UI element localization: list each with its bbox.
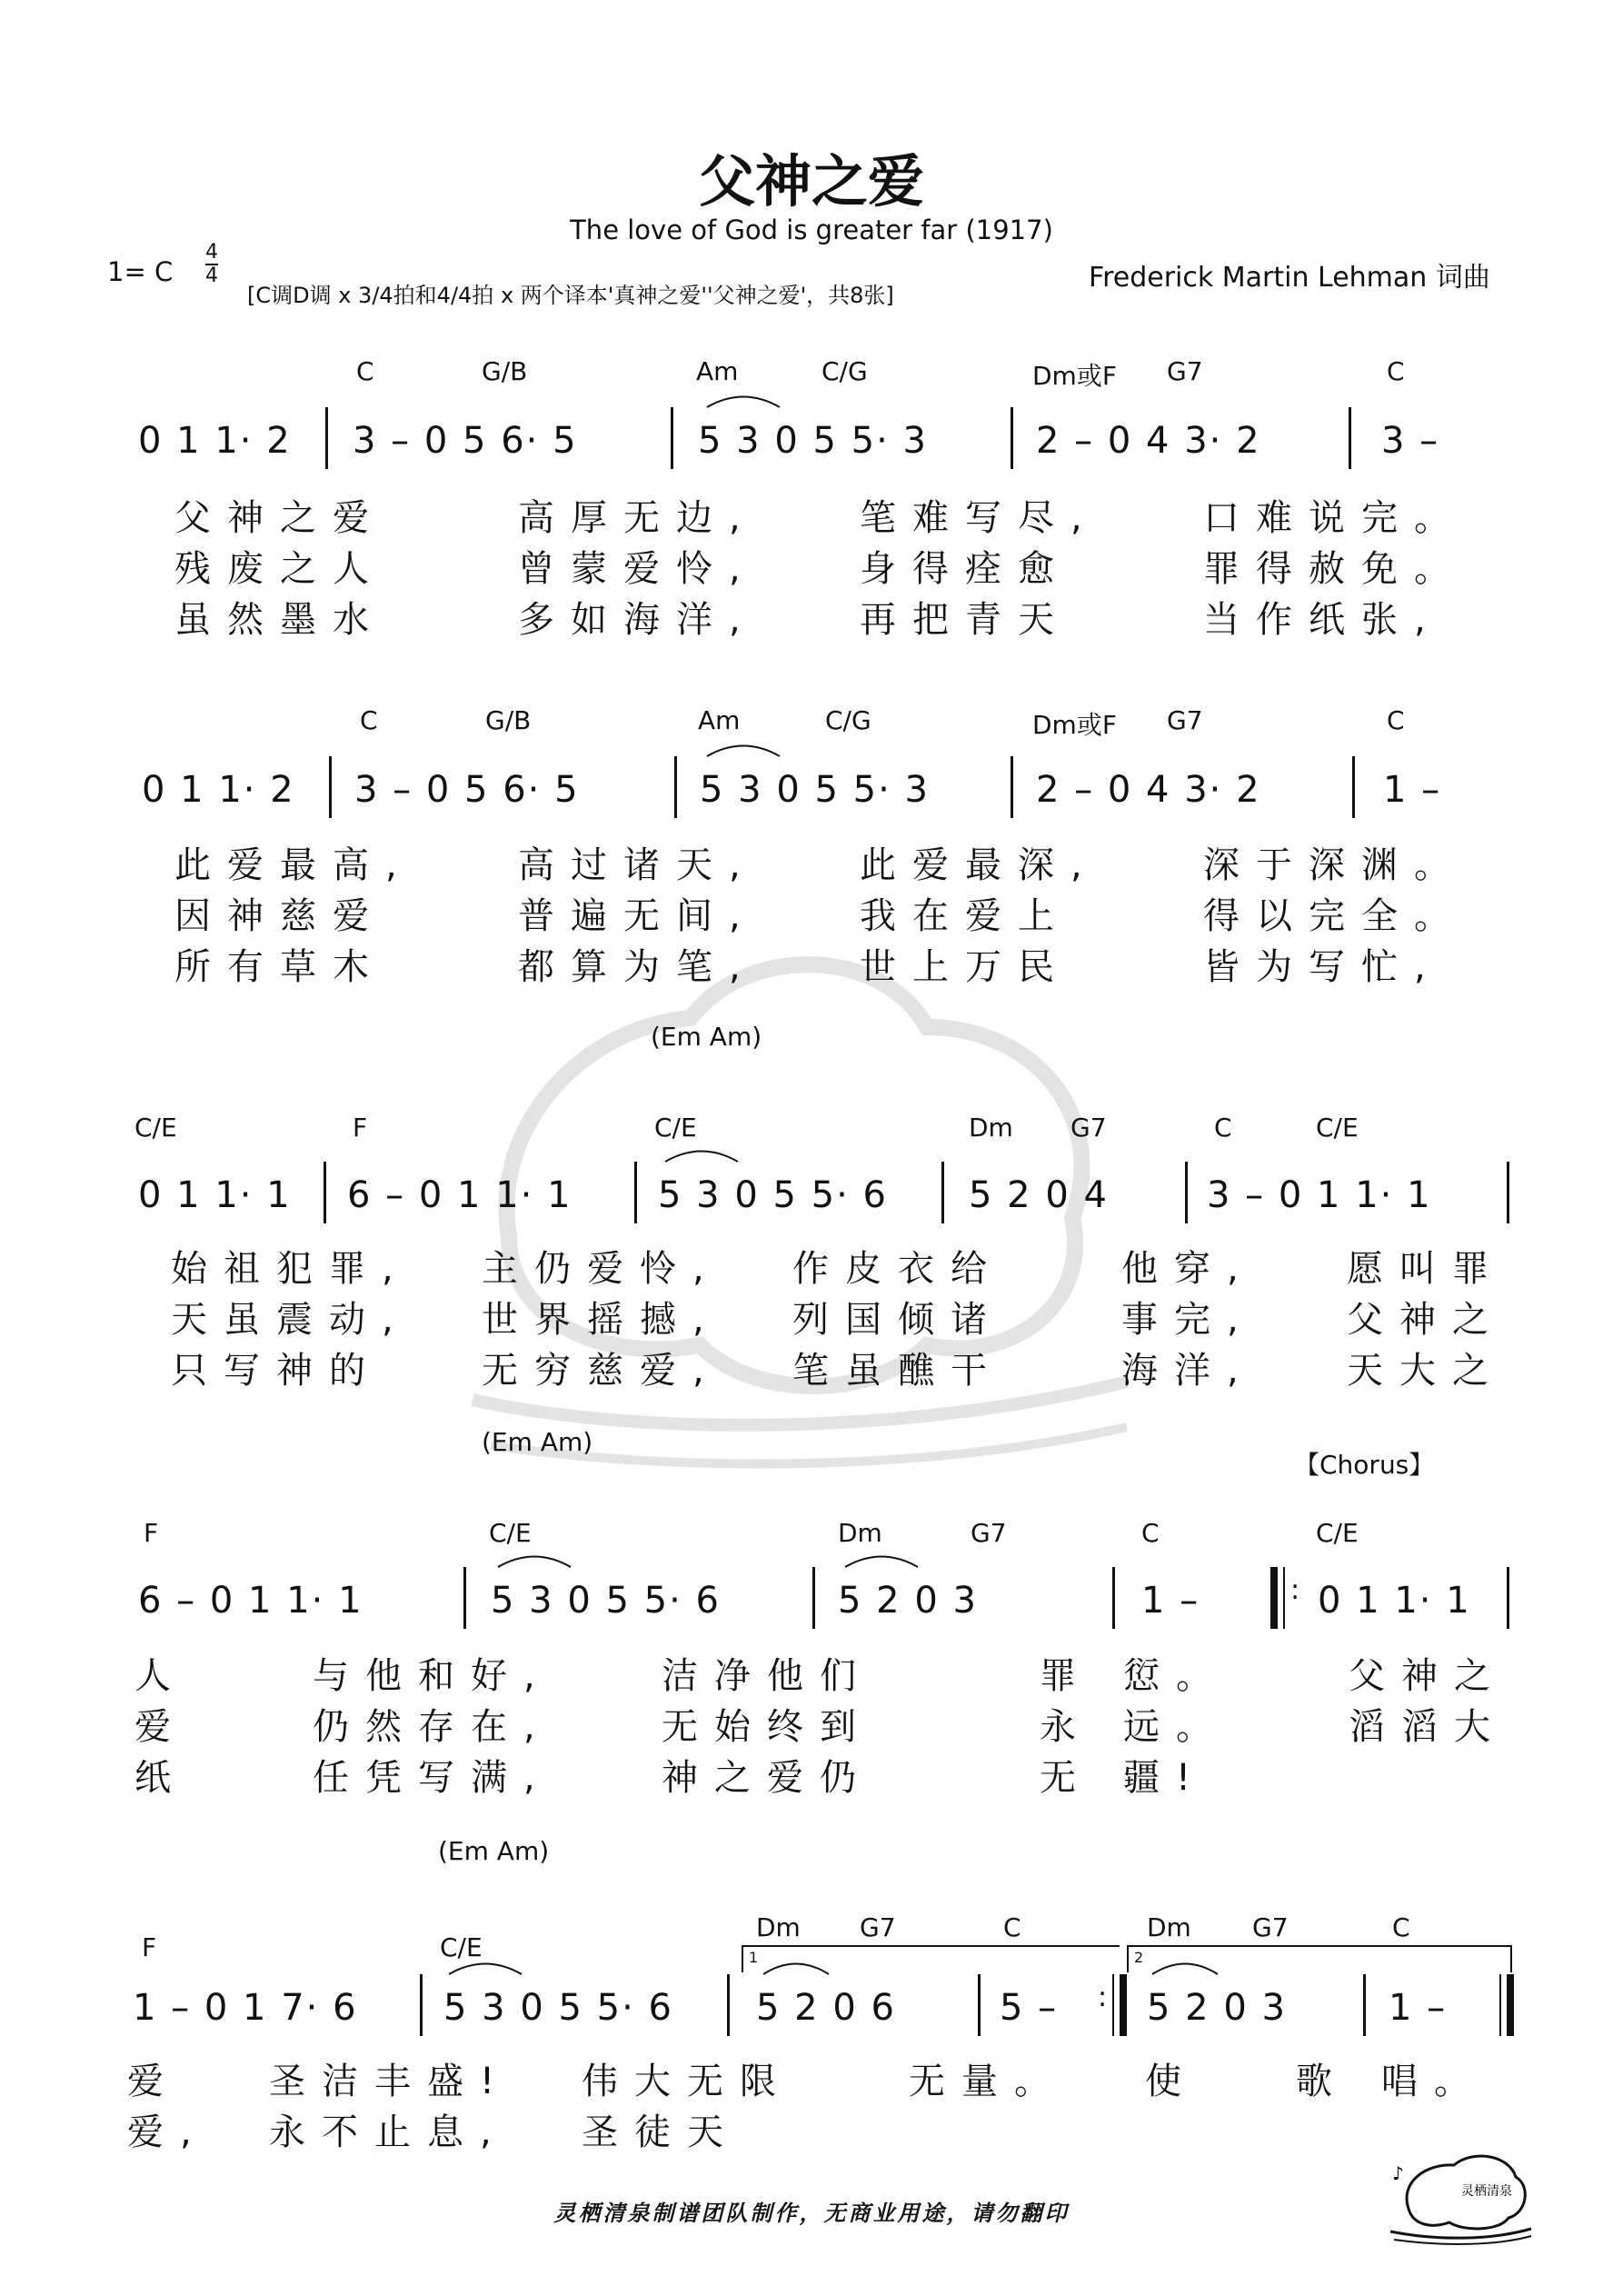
publisher-logo — [1381, 2145, 1536, 2245]
alt-chords: (Em Am) — [438, 1836, 550, 1866]
chord: F — [144, 1518, 159, 1548]
lyric: 始祖犯罪, — [171, 1248, 410, 1290]
lyric: 滔滔大 — [1349, 1706, 1507, 1748]
lyric: 海洋, — [1121, 1350, 1255, 1392]
lyric: 深于深渊。 — [1203, 844, 1467, 886]
lyric: 愆。 — [1123, 1655, 1229, 1697]
lyric: 只写神的 — [171, 1350, 382, 1392]
lyric: 伟大无限 — [582, 2061, 792, 2102]
lyric: 世界摇撼, — [482, 1299, 721, 1341]
measure-notes: 5 2 0 3 — [1147, 1987, 1287, 2029]
chord: C/E — [440, 1932, 483, 1962]
chord: C/E — [134, 1113, 177, 1143]
song-title: 父神之爱 — [698, 148, 924, 215]
lyric: 无穷慈爱, — [482, 1350, 721, 1392]
lyric: 任凭写满, — [313, 1757, 552, 1799]
lyric: 永不止息, — [269, 2111, 508, 2153]
lyric: 此爱最深, — [860, 844, 1099, 886]
lyric: 再把青天 — [860, 599, 1070, 641]
lyric: 当作纸张, — [1203, 599, 1442, 641]
measure-notes: 6 – 0 1 1· 1 — [347, 1174, 573, 1216]
lyric: 唱。 — [1381, 2061, 1487, 2102]
lyric: 罪 — [1040, 1655, 1092, 1697]
measure-notes: 1 – — [1141, 1580, 1200, 1622]
lyric: 爱 — [134, 1706, 187, 1748]
chord: Dm或F — [1032, 710, 1117, 740]
arrangement-note: [C调D调 x 3/4拍和4/4拍 x 两个译本'真神之爱''父神之爱'，共8张] — [247, 283, 894, 308]
tie-arc — [763, 1964, 829, 1975]
tie-arc — [449, 1964, 522, 1975]
alt-chords: (Em Am) — [651, 1022, 762, 1052]
lyric: 高厚无边, — [518, 497, 757, 539]
lyric: 虽然墨水 — [174, 599, 385, 641]
lyric: 身得痊愈 — [860, 548, 1070, 590]
chord: C — [1214, 1113, 1232, 1143]
lyric: 我在爱上 — [860, 895, 1070, 937]
lyric: 歌 — [1296, 2061, 1349, 2102]
lyric: 与他和好, — [313, 1655, 552, 1697]
lyric: 普遍无间, — [518, 895, 757, 937]
meter-bottom: 4 — [205, 265, 218, 287]
measure-notes: 5 3 0 5 5· 6 — [491, 1580, 721, 1622]
chord: F — [353, 1113, 368, 1143]
chord: G7 — [971, 1518, 1007, 1548]
lyric: 主仍爱怜, — [482, 1248, 721, 1290]
chord: C — [360, 705, 378, 735]
tie-arc — [498, 1557, 571, 1568]
lyric: 纸 — [134, 1757, 187, 1799]
measure-notes: 5 2 0 3 — [838, 1580, 978, 1622]
lyric: 笔虽醮干 — [792, 1350, 1003, 1392]
composer-credit: Frederick Martin Lehman 词曲 — [1089, 262, 1490, 294]
chord: C — [1392, 1912, 1410, 1942]
lyric: 所有草木 — [174, 946, 385, 988]
chord: C — [356, 356, 374, 386]
meter-top: 4 — [205, 241, 218, 264]
chord: G7 — [1252, 1912, 1289, 1942]
lyric: 罪得赦免。 — [1203, 548, 1467, 590]
measure-notes: 5 3 0 5 5· 6 — [443, 1987, 673, 2029]
lyric: 作皮衣给 — [792, 1248, 1003, 1290]
measure-notes: 1 – — [1389, 1987, 1448, 2029]
volta-number: 2 — [1134, 1949, 1144, 1966]
lyric: 因神慈爱 — [174, 895, 385, 937]
chord: G7 — [1070, 1113, 1107, 1143]
measure-notes: 5 3 0 5 5· 3 — [700, 769, 930, 811]
lyric: 事完, — [1121, 1299, 1255, 1341]
measure-notes: 5 3 0 5 5· 3 — [698, 420, 928, 462]
measure-notes: 5 2 0 4 — [969, 1174, 1109, 1216]
lyric: 世上万民 — [860, 946, 1070, 988]
lyric: 永 — [1040, 1706, 1092, 1748]
tie-arc — [665, 1152, 738, 1163]
lyric: 爱, — [127, 2111, 208, 2153]
lyric: 疆! — [1123, 1757, 1208, 1799]
alt-chords: (Em Am) — [482, 1427, 593, 1457]
chord: C/E — [489, 1518, 532, 1548]
lyric: 口难说完。 — [1203, 497, 1467, 539]
lyric: 得以完全。 — [1203, 895, 1467, 937]
chord: C/G — [825, 705, 871, 735]
repeat-end-dots: : — [1098, 1982, 1110, 2013]
chorus-label: 【Chorus】 — [1294, 1450, 1435, 1480]
measure-notes: 6 – 0 1 1· 1 — [138, 1580, 363, 1622]
lyric: 列国倾诸 — [792, 1299, 1003, 1341]
lyric: 远。 — [1123, 1706, 1229, 1748]
lyric: 高过诸天, — [518, 844, 757, 886]
song-subtitle: The love of God is greater far (1917) — [570, 215, 1053, 245]
tie-arc — [1152, 1964, 1218, 1975]
measure-notes: 1 – 0 1 7· 6 — [133, 1987, 358, 2029]
measure-notes: 3 – 0 5 6· 5 — [353, 420, 578, 462]
music-note-glyph: ♪ — [1392, 2162, 1404, 2184]
tie-arc — [707, 397, 780, 408]
chord: G/B — [485, 705, 532, 735]
lyric: 神之爱仍 — [662, 1757, 872, 1799]
chord: C — [1003, 1912, 1021, 1942]
chord: C/G — [821, 356, 868, 386]
measure-notes: 0 1 1· 1 — [138, 1174, 292, 1216]
chord: C — [1141, 1518, 1160, 1548]
measure-notes: 0 1 1· 2 — [142, 769, 295, 811]
chord: F — [142, 1932, 157, 1962]
chord: Dm或F — [1032, 361, 1117, 391]
lyric: 皆为写忙, — [1203, 946, 1442, 988]
measure-notes: 3 – 0 1 1· 1 — [1207, 1174, 1432, 1216]
chord: Dm — [969, 1113, 1013, 1143]
measure-notes: 2 – 0 4 3· 2 — [1036, 420, 1261, 462]
lyric: 洁净他们 — [662, 1655, 872, 1697]
chord: G7 — [1167, 356, 1203, 386]
lyric: 愿叫罪 — [1347, 1248, 1505, 1290]
chord: Am — [698, 705, 741, 735]
chord: Dm — [838, 1518, 882, 1548]
logo-text: 灵栖清泉 — [1461, 2184, 1512, 2199]
lyric: 天虽震动, — [171, 1299, 410, 1341]
chord: C/E — [654, 1113, 697, 1143]
lyric: 父神之 — [1347, 1299, 1505, 1341]
chord: C/E — [1316, 1113, 1359, 1143]
measure-notes: 5 3 0 5 5· 6 — [658, 1174, 888, 1216]
lyric: 无量。 — [909, 2061, 1067, 2102]
lyric: 爱 — [127, 2061, 180, 2102]
lyric: 多如海洋, — [518, 599, 757, 641]
chord: C — [1387, 705, 1405, 735]
footer-credit: 灵栖清泉制谱团队制作，无商业用途，请勿翻印 — [553, 2201, 1070, 2226]
lyric: 父神之 — [1349, 1655, 1507, 1697]
lyric: 曾蒙爱怜, — [518, 548, 757, 590]
lyric: 他穿, — [1121, 1248, 1255, 1290]
measure-notes: 1 – — [1383, 769, 1442, 811]
measure-notes: 2 – 0 4 3· 2 — [1036, 769, 1261, 811]
measure-notes: 5 2 0 6 — [756, 1987, 896, 2029]
measure-notes: 0 1 1· 1 — [1318, 1580, 1471, 1622]
measure-notes: 3 – 0 5 6· 5 — [354, 769, 580, 811]
lyric: 无 — [1040, 1757, 1092, 1799]
chord: G7 — [860, 1912, 896, 1942]
chord: C — [1387, 356, 1405, 386]
lyric: 无始终到 — [662, 1706, 872, 1748]
lyric: 此爱最高, — [174, 844, 413, 886]
chord: Dm — [756, 1912, 801, 1942]
measure-notes: 3 – — [1381, 420, 1440, 462]
chord: C/E — [1316, 1518, 1359, 1548]
lyric: 圣徒天 — [582, 2111, 740, 2153]
chord: G7 — [1167, 705, 1203, 735]
measure-notes: 0 1 1· 2 — [138, 420, 292, 462]
chord: Am — [696, 356, 739, 386]
lyric: 人 — [134, 1655, 187, 1697]
repeat-dots: : — [1290, 1574, 1302, 1606]
measure-notes: 5 – — [1000, 1987, 1059, 2029]
lyric: 残废之人 — [174, 548, 385, 590]
lyric: 父神之爱 — [174, 497, 385, 539]
tie-arc — [707, 746, 780, 757]
lyric: 天大之 — [1347, 1350, 1505, 1392]
volta-number: 1 — [749, 1949, 759, 1966]
tie-arc — [845, 1557, 918, 1568]
lyric: 仍然存在, — [313, 1706, 552, 1748]
chord: Dm — [1147, 1912, 1191, 1942]
chord: G/B — [482, 356, 528, 386]
sheep-logo-icon — [1381, 2145, 1536, 2245]
key-signature: 1= C — [107, 256, 174, 287]
lyric: 笔难写尽, — [860, 497, 1099, 539]
lyric: 使 — [1145, 2061, 1198, 2102]
lyric: 圣洁丰盛! — [269, 2061, 512, 2102]
lyric: 都算为笔, — [518, 946, 757, 988]
